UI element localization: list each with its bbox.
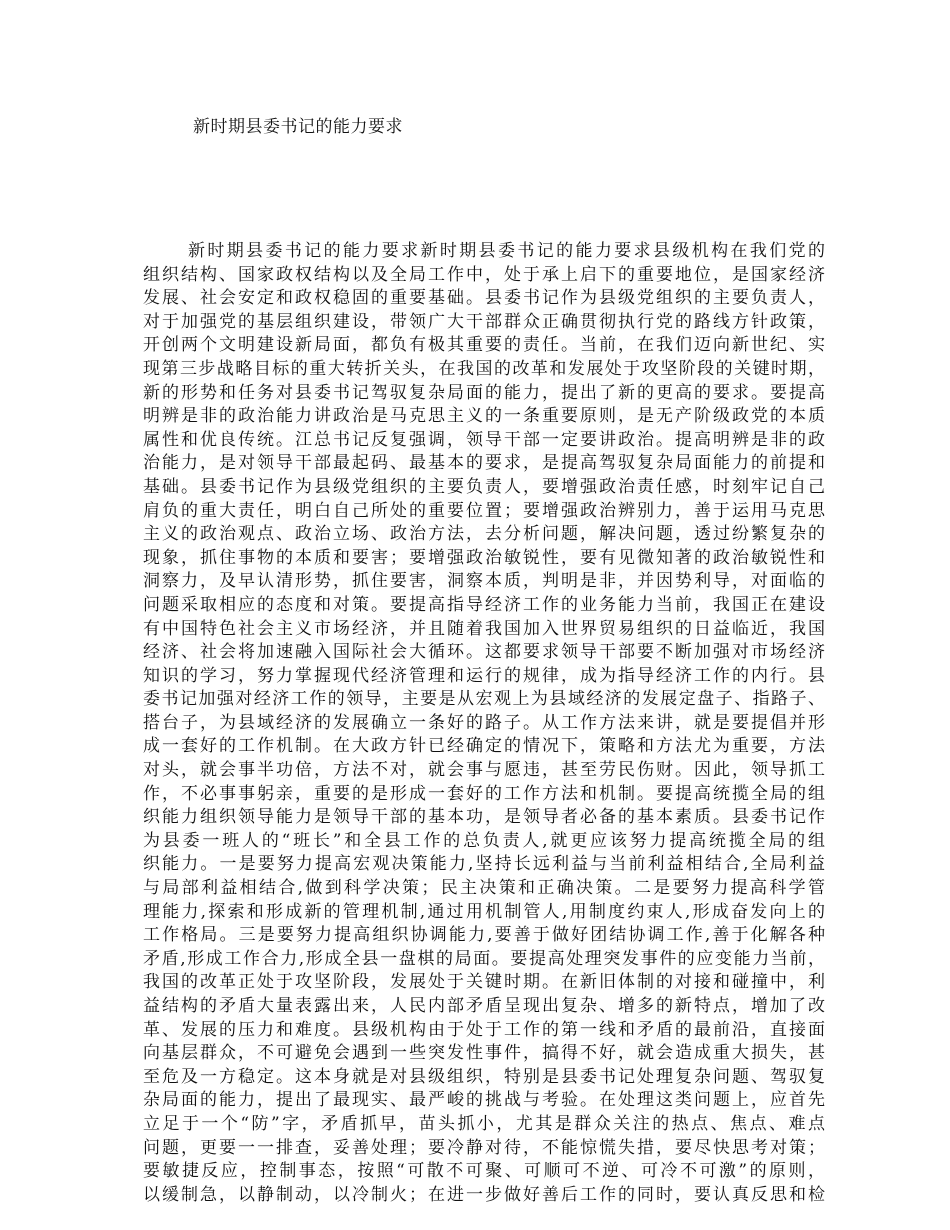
paragraph-line: 织能力。一是要努力提高宏观决策能力,坚持长远利益与当前利益相结合,全局利益 xyxy=(143,854,825,875)
paragraph-line: 革、发展的压力和难度。县级机构由于处于工作的第一线和矛盾的最前沿，直接面 xyxy=(143,1019,825,1040)
paragraph-line: 问题，更要一一排查，妥善处理；要冷静对待，不能惊慌失措，要尽快思考对策； xyxy=(143,1137,825,1158)
paragraph-line: 组织结构、国家政权结构以及全局工作中，处于承上启下的重要地位，是国家经济 xyxy=(143,264,825,285)
paragraph-line: 有中国特色社会主义市场经济，并且随着我国加入世界贸易组织的日益临近，我国 xyxy=(143,618,825,639)
paragraph-line: 为县委一班人的“班长”和全县工作的总负责人,就更应该努力提高统揽全局的组 xyxy=(143,830,825,851)
paragraph-line: 问题采取相应的态度和对策。要提高指导经济工作的业务能力当前，我国正在建设 xyxy=(143,594,825,615)
paragraph-line: 经济、社会将加速融入国际社会大循环。这都要求领导干部要不断加强对市场经济 xyxy=(143,642,825,663)
paragraph-line: 对于加强党的基层组织建设，带领广大干部群众正确贯彻执行党的路线方针政策， xyxy=(143,311,825,332)
paragraph-line: 新的形势和任务对县委书记驾驭复杂局面的能力，提出了新的更高的要求。要提高 xyxy=(143,382,825,403)
paragraph-line: 杂局面的能力，提出了最现实、最严峻的挑战与考验。在处理这类问题上，应首先 xyxy=(143,1090,825,1111)
paragraph-line: 作，不必事事躬亲，重要的是形成一套好的工作方法和机制。要提高统揽全局的组 xyxy=(143,783,825,804)
paragraph-line: 新时期县委书记的能力要求新时期县委书记的能力要求县级机构在我们党的 xyxy=(188,241,825,261)
paragraph-line: 成一套好的工作机制。在大政方针已经确定的情况下，策略和方法尤为重要，方法 xyxy=(143,736,825,757)
paragraph-line: 现第三步战略目标的重大转折关头，在我国的改革和发展处于攻坚阶段的关键时期， xyxy=(143,358,825,379)
paragraph-line: 洞察力，及早认清形势，抓住要害，洞察本质，判明是非，并因势利导，对面临的 xyxy=(143,571,825,592)
paragraph-line: 发展、社会安定和政权稳固的重要基础。县委书记作为县级党组织的主要负责人， xyxy=(143,288,825,309)
paragraph-line: 立足于一个“防”字，矛盾抓早，苗头抓小，尤其是群众关注的热点、焦点、难点 xyxy=(143,1113,825,1134)
paragraph-line: 以缓制急，以静制动，以冷制火；在进一步做好善后工作的同时，要认真反思和检 xyxy=(143,1184,825,1205)
paragraph-line: 治能力，是对领导干部最起码、最基本的要求，是提高驾驭复杂局面能力的前提和 xyxy=(143,453,825,474)
paragraph-line: 织能力组织领导能力是领导干部的基本功，是领导者必备的基本素质。县委书记作 xyxy=(143,807,825,828)
paragraph-line: 与局部利益相结合,做到科学决策；民主决策和正确决策。二是要努力提高科学管 xyxy=(143,878,825,899)
paragraph-line: 向基层群众，不可避免会遇到一些突发性事件，搞得不好，就会造成重大损失，甚 xyxy=(143,1043,825,1064)
paragraph-line: 基础。县委书记作为县级党组织的主要负责人，要增强政治责任感，时刻牢记自己 xyxy=(143,476,825,497)
paragraph-line: 委书记加强对经济工作的领导，主要是从宏观上为县域经济的发展定盘子、指路子、 xyxy=(143,689,825,710)
paragraph-line: 肩负的重大责任，明白自己所处的重要位置；要增强政治辨别力，善于运用马克思 xyxy=(143,500,825,521)
paragraph-line: 知识的学习，努力掌握现代经济管理和运行的规律，成为指导经济工作的内行。县 xyxy=(143,665,825,686)
paragraph-line: 至危及一方稳定。这本身就是对县级组织，特别是县委书记处理复杂问题、驾驭复 xyxy=(143,1066,825,1087)
paragraph-line: 属性和优良传统。江总书记反复强调，领导干部一定要讲政治。提高明辨是非的政 xyxy=(143,429,825,450)
paragraph-line: 现象，抓住事物的本质和要害；要增强政治敏锐性，要有见微知著的政治敏锐性和 xyxy=(143,547,825,568)
paragraph-line: 益结构的矛盾大量表露出来，人民内部矛盾呈现出复杂、增多的新特点，增加了改 xyxy=(143,996,825,1016)
paragraph-line: 矛盾,形成工作合力,形成全县一盘棋的局面。要提高处理突发事件的应变能力当前， xyxy=(143,948,825,969)
document-body xyxy=(143,240,825,1207)
paragraph-line: 理能力,探索和形成新的管理机制,通过用机制管人,用制度约束人,形成奋发向上的 xyxy=(143,901,825,922)
paragraph-line: 明辨是非的政治能力讲政治是马克思主义的一条重要原则，是无产阶级政党的本质 xyxy=(143,406,825,427)
paragraph-line: 搭台子，为县域经济的发展确立一条好的路子。从工作方法来讲，就是要提倡并形 xyxy=(143,712,825,733)
document-title: 新时期县委书记的能力要求 xyxy=(193,117,403,137)
paragraph-line: 要敏捷反应，控制事态，按照“可散不可聚、可顺可不逆、可冷不可激”的原则， xyxy=(143,1161,825,1182)
paragraph-line: 我国的改革正处于攻坚阶段，发展处于关键时期。在新旧体制的对接和碰撞中，利 xyxy=(143,972,825,993)
paragraph-line: 开创两个文明建设新局面，都负有极其重要的责任。当前，在我们迈向新世纪、实 xyxy=(143,335,825,356)
paragraph-line: 对头，就会事半功倍，方法不对，就会事与愿违，甚至劳民伤财。因此，领导抓工 xyxy=(143,760,825,781)
paragraph-line: 主义的政治观点、政治立场、政治方法，去分析问题，解决问题，透过纷繁复杂的 xyxy=(143,524,825,545)
paragraph-line: 工作格局。三是要努力提高组织协调能力,要善于做好团结协调工作,善于化解各种 xyxy=(143,925,825,946)
